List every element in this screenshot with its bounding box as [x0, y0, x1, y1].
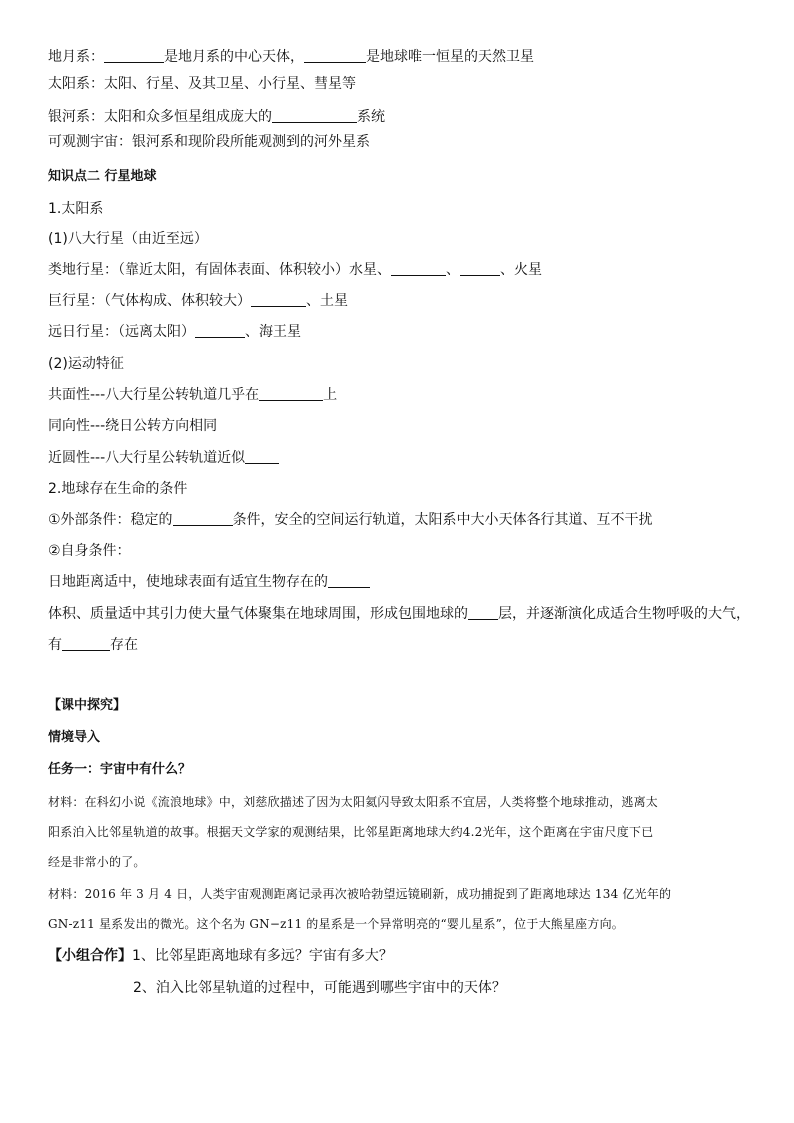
- internal-conditions-line: ②自身条件：: [48, 543, 131, 559]
- blank-field[interactable]: [460, 261, 500, 276]
- far-planets-line: 远日行星：（远离太阳） 、海王星: [48, 324, 301, 340]
- blank-field[interactable]: [104, 48, 164, 63]
- blank-field[interactable]: [304, 48, 366, 63]
- material-one-line-1: 材料：在科幻小说《流浪地球》中，刘慈欣描述了因为太阳氦闪导致太阳系不宜居，人类将整个地球推动，逃离太: [48, 795, 659, 809]
- blank-field[interactable]: [328, 573, 370, 588]
- blank-field[interactable]: [62, 636, 110, 651]
- material-one-line-2: 阳系泊入比邻星轨道的故事。根据天文学家的观测结果，比邻星距离地球大约4.2光年，这个距离在宇宙尺度下已: [48, 825, 654, 839]
- material-two-line-2: GN-z11 星系发出的微光。这个名为 GN−z11 的星系是一个异常明亮的“婴儿星系”，位于大熊星座方向。: [48, 917, 624, 931]
- material-one-line-3: 经是非常小的了。: [48, 855, 146, 869]
- subheading-solar-system: 1.太阳系: [48, 201, 104, 217]
- subheading-eight-planets: (1)八大行星（由近至远）: [48, 231, 208, 247]
- water-line: 有 存在: [48, 637, 138, 653]
- material-two-line-1: 材料：2016 年 3 月 4 日，人类宇宙观测距离记录再次被哈勃望远镜刷新，成功捕捉到了距离地球达 134 亿光年的: [48, 887, 672, 901]
- observable-universe-line: 可观测宇宙：银河系和现阶段所能观测到的河外星系: [48, 134, 370, 150]
- mass-atmosphere-line: 体积、质量适中其引力使大量气体聚集在地球周围，形成包围地球的 层，并逐渐演化成适合生物呼吸的大气，: [48, 606, 750, 622]
- same-direction-line: 同向性---绕日公转方向相同: [48, 418, 218, 434]
- galaxy-line: 银河系：太阳和众多恒星组成庞大的 系统: [48, 109, 385, 125]
- subheading-life-conditions: 2.地球存在生命的条件: [48, 481, 188, 497]
- blank-field[interactable]: [173, 511, 233, 526]
- group-work-line: [48, 947, 393, 965]
- blank-field[interactable]: [195, 323, 245, 338]
- subheading-motion: (2)运动特征: [48, 356, 124, 372]
- question-one: 1、比邻星距离地球有多远？宇宙有多大？: [132, 948, 393, 964]
- blank-field[interactable]: [272, 108, 357, 123]
- group-work-label: 【小组合作】: [48, 948, 132, 964]
- scenario-intro-heading: 情境导入: [48, 730, 101, 745]
- earth-moon-line: 地月系： 是地月系的中心天体， 是地球唯一恒星的天然卫星: [48, 49, 534, 65]
- blank-field[interactable]: [251, 292, 306, 307]
- blank-field[interactable]: [468, 605, 498, 620]
- distance-line: 日地距离适中，使地球表面有适宜生物存在的: [48, 573, 370, 591]
- near-circular-line: 近圆性---八大行星公转轨道近似: [48, 449, 279, 467]
- terrestrial-planets-line: 类地行星：（靠近太阳，有固体表面、体积较小）水星、 、 、火星: [48, 262, 542, 278]
- blank-field[interactable]: [259, 386, 323, 401]
- blank-field[interactable]: [391, 261, 446, 276]
- external-conditions-line: ①外部条件：稳定的 条件，安全的空间运行轨道，太阳系中大小天体各行其道、互不干扰: [48, 512, 653, 528]
- class-inquiry-heading: 【课中探究】: [48, 698, 127, 713]
- question-two: 2、泊入比邻星轨道的过程中，可能遇到哪些宇宙中的天体？: [133, 980, 506, 996]
- solar-system-line: 太阳系：太阳、行星、及其卫星、小行星、彗星等: [48, 76, 356, 92]
- knowledge-point-title: 知识点二 行星地球: [48, 169, 157, 184]
- blank-field[interactable]: [245, 449, 279, 464]
- giant-planets-line: 巨行星：（气体构成、体积较大） 、土星: [48, 293, 348, 309]
- task-one-heading: 任务一：宇宙中有什么？: [48, 762, 192, 777]
- coplanar-line: 共面性---八大行星公转轨道几乎在 上: [48, 387, 338, 403]
